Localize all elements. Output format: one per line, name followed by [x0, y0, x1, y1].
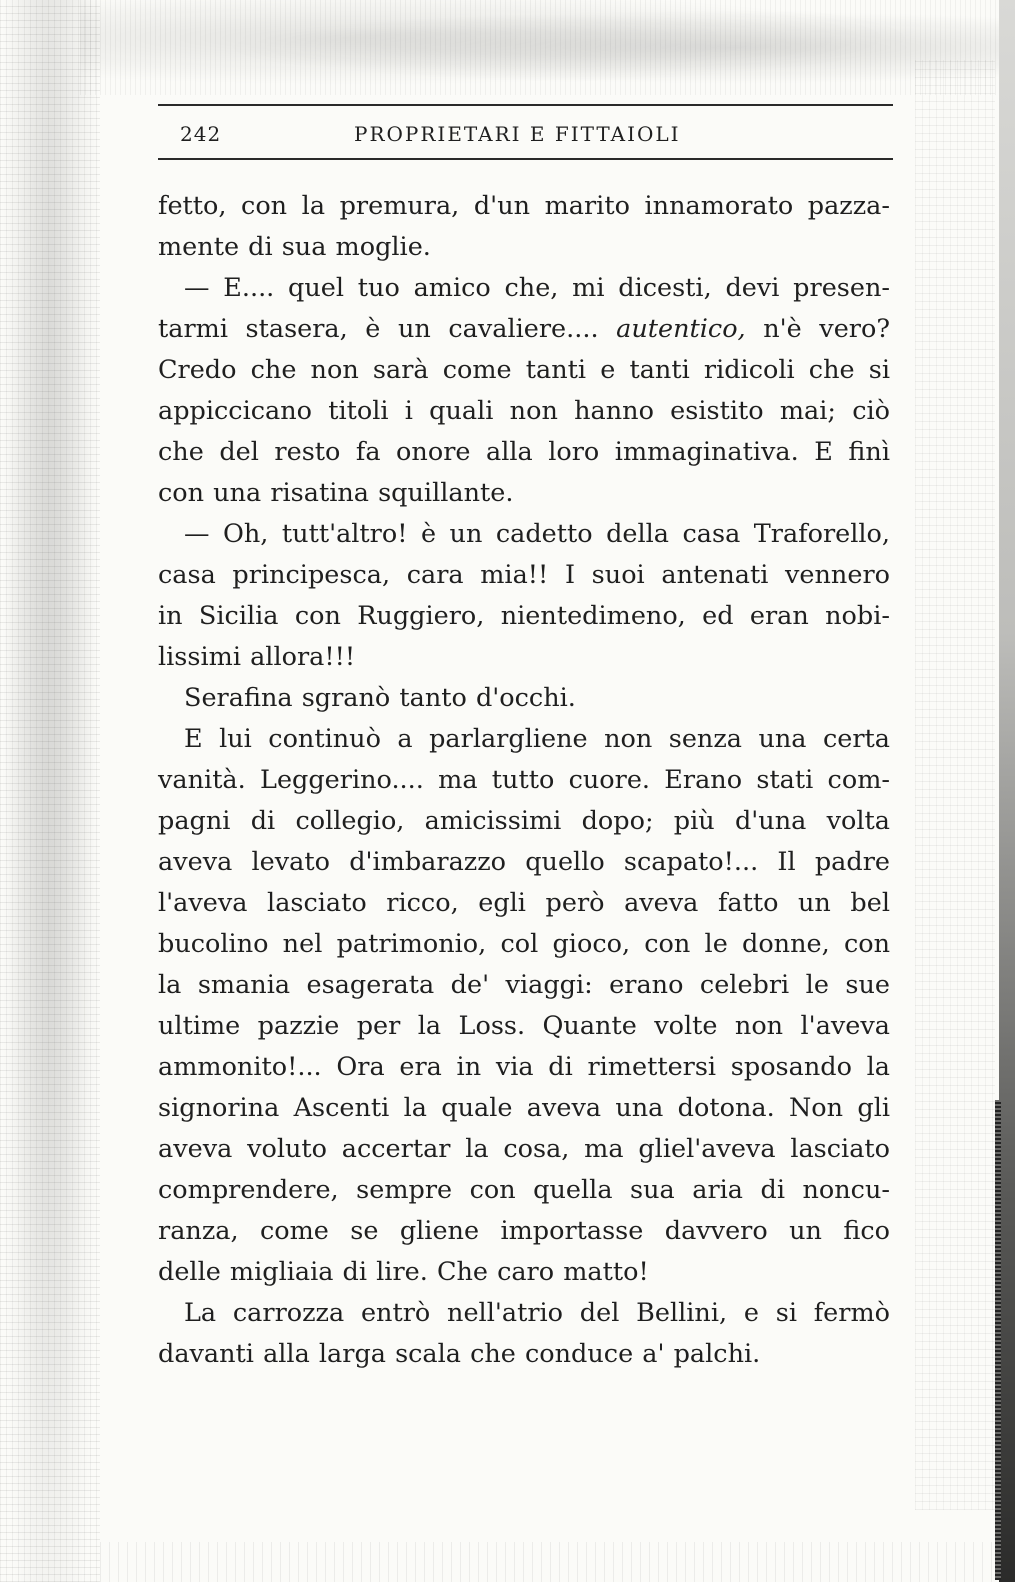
page-header: [158, 104, 893, 162]
text-line: bucolino nel patrimonio, col gioco, con le donne, con: [158, 929, 890, 959]
header-rule-bottom: [158, 158, 893, 160]
text-line: signorina Ascenti la quale aveva una dotona. Non gli: [158, 1093, 890, 1123]
scan-noise-top: [80, 0, 1015, 95]
italic-word: autentico,: [616, 314, 746, 344]
running-title: PROPRIETARI E FITTAIOLI: [354, 122, 681, 146]
text-line: [158, 309, 890, 350]
text-line: mente di sua moglie.: [158, 232, 431, 262]
text-line: comprendere, sempre con quella sua aria di noncu-: [158, 1175, 890, 1205]
text-line: delle migliaia di lire. Che caro matto!: [158, 1257, 649, 1287]
text-line: davanti alla larga scala che conduce a' palchi.: [158, 1339, 761, 1369]
text-line: E lui continuò a parlargliene non senza una certa: [184, 724, 890, 754]
text-line: con una risatina squillante.: [158, 478, 514, 508]
text-line: — Oh, tutt'altro! è un cadetto della casa Traforello,: [184, 519, 890, 549]
scan-noise-left: [0, 0, 100, 1582]
text-line: che del resto fa onore alla loro immaginativa. E finì: [158, 437, 890, 467]
text-line: La carrozza entrò nell'atrio del Bellini, e si fermò: [184, 1298, 890, 1328]
text-line: ammonito!... Ora era in via di rimettersi sposando la: [158, 1052, 890, 1082]
scan-noise-bottom: [100, 1542, 1000, 1582]
text-line: Credo che non sarà come tanti e tanti ridicoli che si: [158, 355, 890, 385]
page-edge-binding: [995, 1100, 1001, 1580]
text-line: pagni di collegio, amicissimi dopo; più d'una volta: [158, 806, 890, 836]
text-line: aveva levato d'imbarazzo quello scapato!... Il padre: [158, 847, 890, 877]
page-edge-shadow: [999, 0, 1015, 1582]
text-line: la smania esagerata de' viaggi: erano celebri le sue: [158, 970, 890, 1000]
scan-noise-right: [915, 60, 995, 1510]
text-line: fetto, con la premura, d'un marito innamorato pazza-: [158, 191, 890, 221]
text-line: casa principesca, cara mia!! I suoi antenati vennero: [158, 560, 890, 590]
text-line: Serafina sgranò tanto d'occhi.: [184, 683, 576, 713]
text-line: appiccicano titoli i quali non hanno esistito mai; ciò: [158, 396, 890, 426]
page-number: 242: [180, 122, 222, 146]
body-text: [158, 186, 890, 1375]
text-line: aveva voluto accertar la cosa, ma gliel'aveva lasciato: [158, 1134, 890, 1164]
text-line: vanità. Leggerino.... ma tutto cuore. Erano stati com-: [158, 765, 890, 795]
text-line: ultime pazzie per la Loss. Quante volte non l'aveva: [158, 1011, 890, 1041]
text-line-part: n'è vero?: [763, 314, 891, 344]
text-line: l'aveva lasciato ricco, egli però aveva fatto un bel: [158, 888, 890, 918]
text-line: — E.... quel tuo amico che, mi dicesti, devi presen-: [184, 273, 890, 303]
text-line: in Sicilia con Ruggiero, nientedimeno, ed eran nobi-: [158, 601, 890, 631]
text-line: ranza, come se gliene importasse davvero un fico: [158, 1216, 890, 1246]
text-line: lissimi allora!!!: [158, 642, 356, 672]
header-rule-top: [158, 104, 893, 106]
text-line-part: tarmi stasera, è un cavaliere....: [158, 314, 599, 344]
